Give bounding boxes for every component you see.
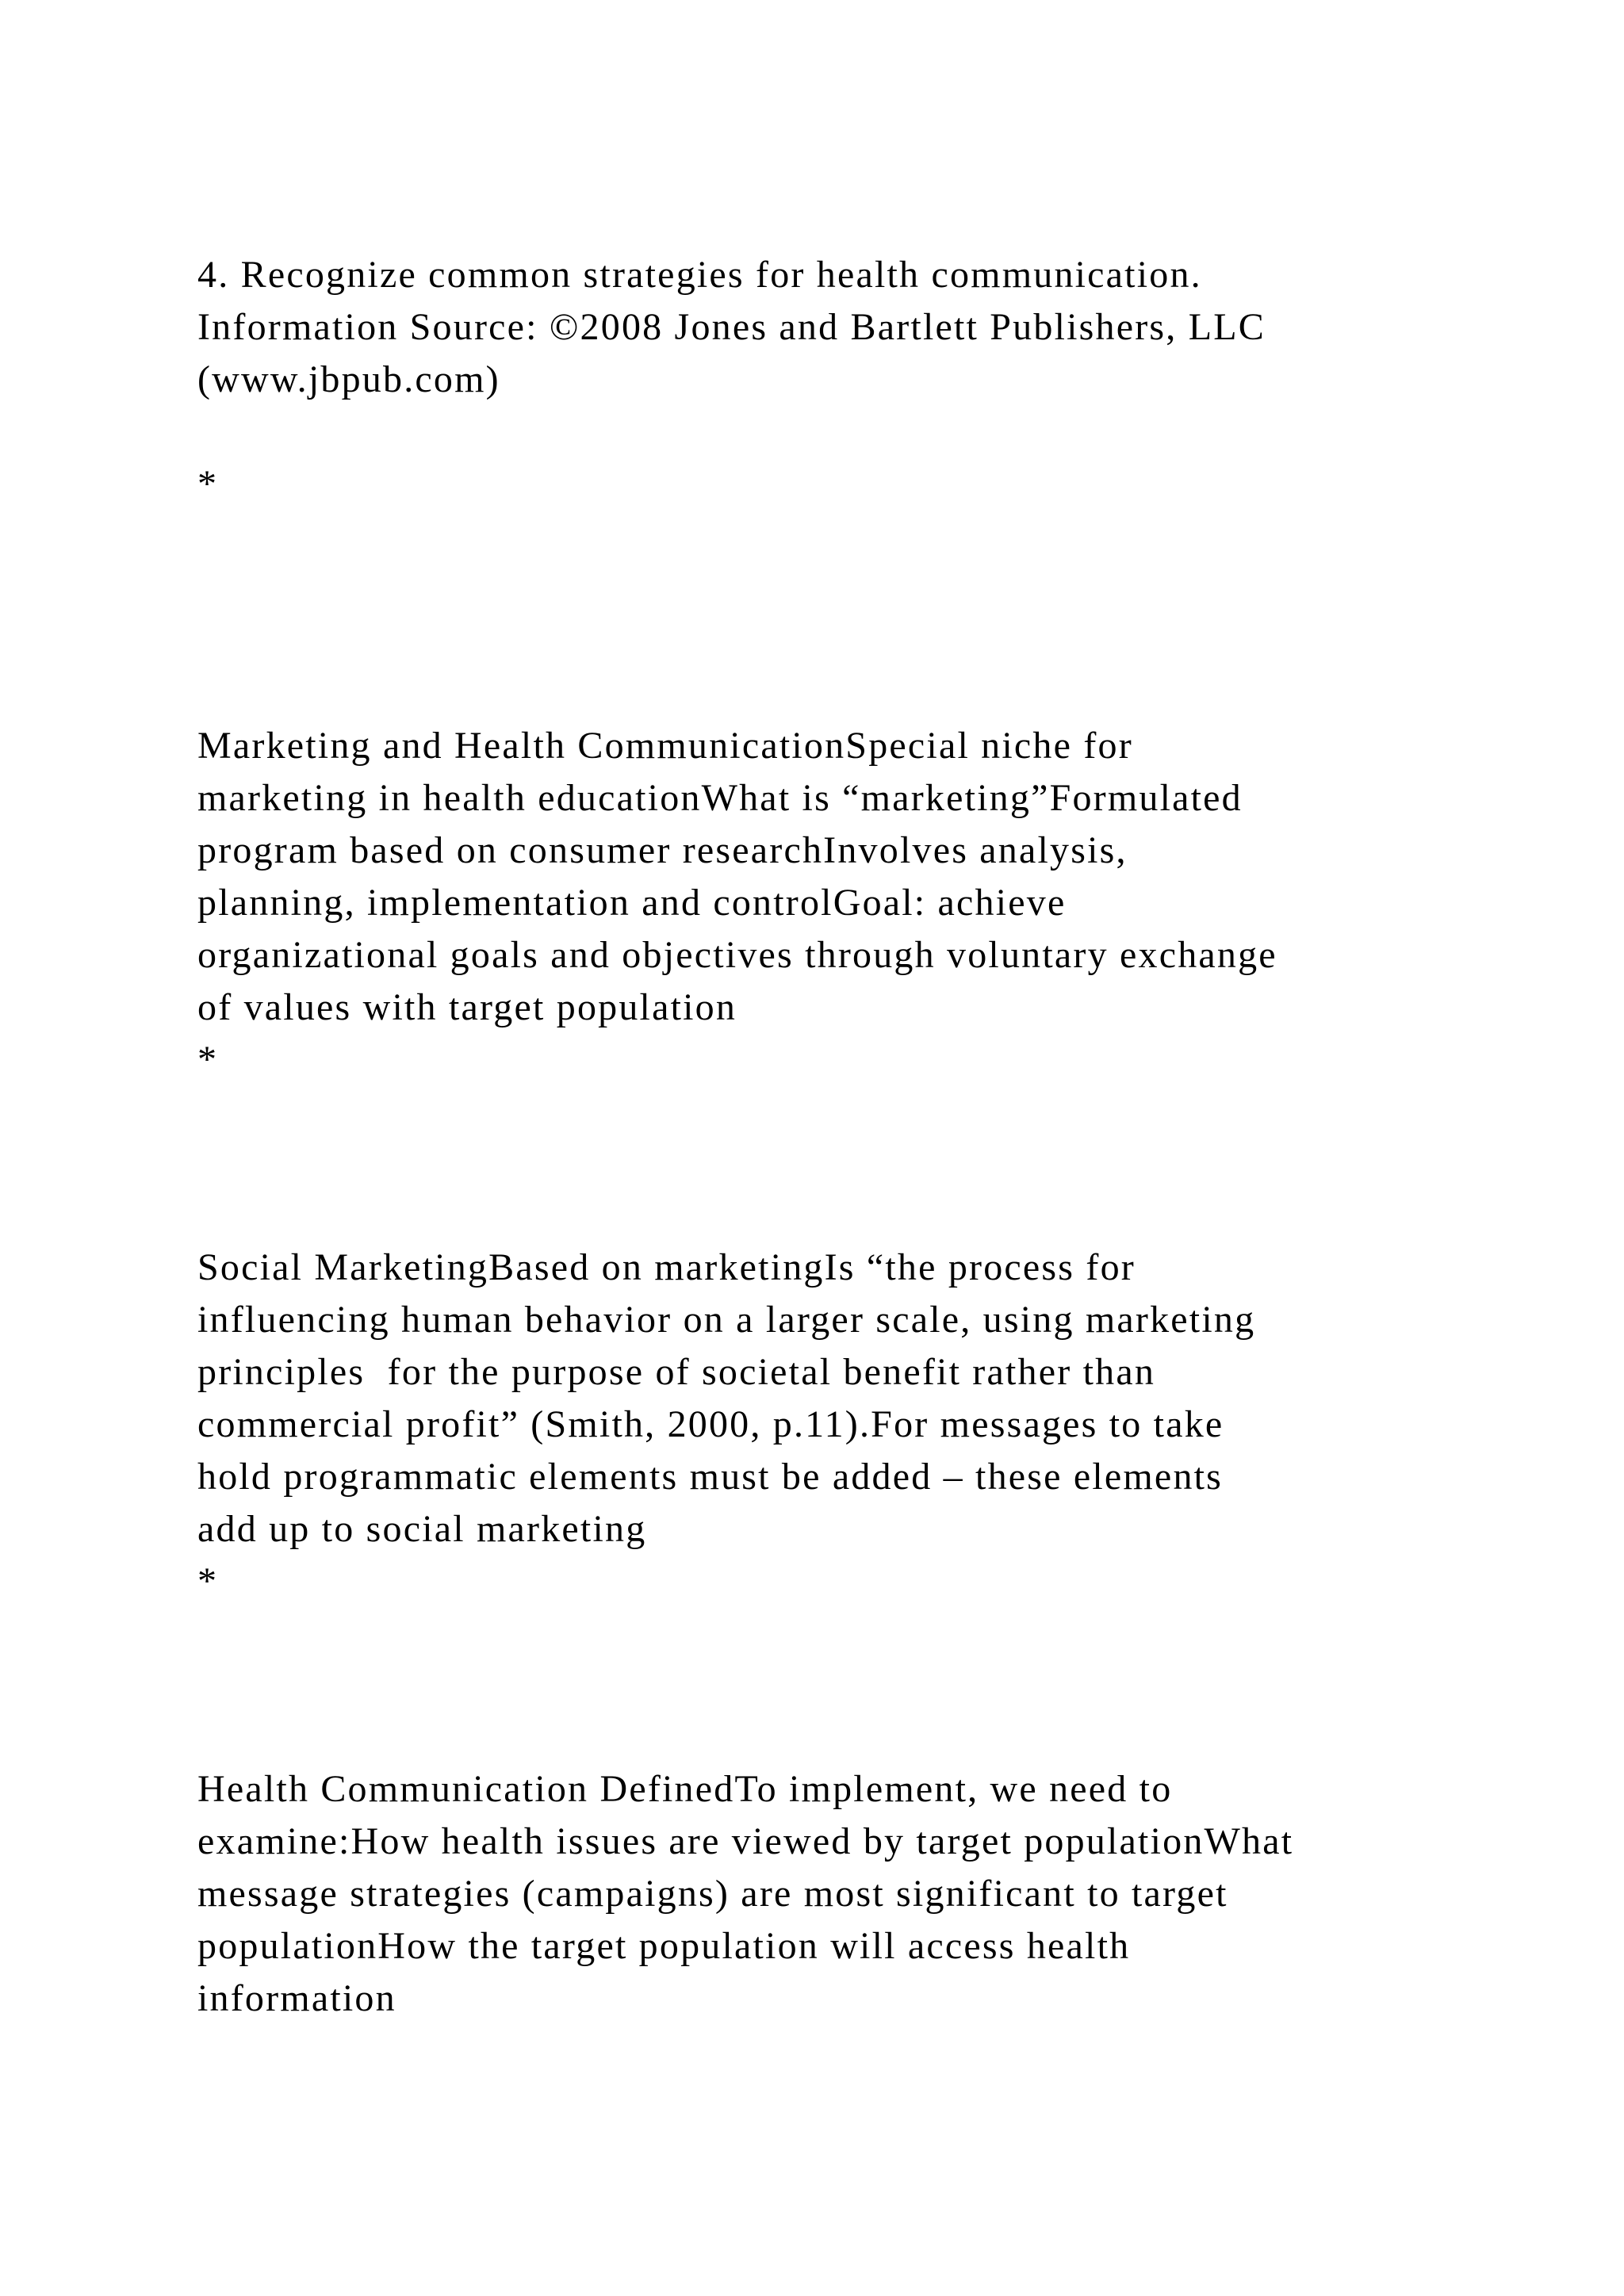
asterisk-marker: *: [197, 1560, 219, 1602]
text-line: influencing human behavior on a larger scale, using marketing: [197, 1299, 1256, 1341]
paragraph-objective: [197, 249, 1530, 406]
text-line: principles for the purpose of societal benefit rather than: [197, 1351, 1156, 1393]
text-line: populationHow the target population will access health: [197, 1925, 1131, 1967]
text-line: Information Source: ©2008 Jones and Bartlett Publishers, LLC: [197, 306, 1266, 348]
text-line: program based on consumer researchInvolves analysis,: [197, 829, 1128, 871]
text-line: examine:How health issues are viewed by target populationWhat: [197, 1820, 1294, 1862]
text-line: Marketing and Health CommunicationSpecial niche for: [197, 725, 1133, 767]
text-line: commercial profit” (Smith, 2000, p.11).For messages to take: [197, 1403, 1224, 1445]
text-line: Social MarketingBased on marketingIs “the process for: [197, 1246, 1136, 1288]
text-line: (www.jbpub.com): [197, 358, 500, 400]
asterisk-marker: *: [197, 1039, 219, 1081]
paragraph-health-communication-defined: [197, 1763, 1530, 2025]
text-line: Health Communication DefinedTo implement, we need to: [197, 1768, 1173, 1810]
text-line: hold programmatic elements must be added – these elements: [197, 1456, 1224, 1498]
text-line: planning, implementation and controlGoal: achieve: [197, 882, 1067, 924]
paragraph-social-marketing: [197, 1242, 1530, 1556]
slide-separator: [197, 1556, 1530, 1608]
text-line: of values with target population: [197, 986, 737, 1028]
paragraph-marketing-health-communication: [197, 720, 1530, 1034]
text-line: information: [197, 1977, 396, 2019]
asterisk-marker: *: [197, 463, 219, 505]
text-line: organizational goals and objectives through voluntary exchange: [197, 934, 1277, 976]
slide-separator: [197, 458, 1530, 511]
slide-separator: [197, 1034, 1530, 1086]
text-line: message strategies (campaigns) are most significant to target: [197, 1873, 1228, 1915]
text-line: marketing in health educationWhat is “marketing”Formulated: [197, 777, 1243, 819]
text-line: 4. Recognize common strategies for health communication.: [197, 254, 1202, 296]
text-line: add up to social marketing: [197, 1508, 647, 1550]
